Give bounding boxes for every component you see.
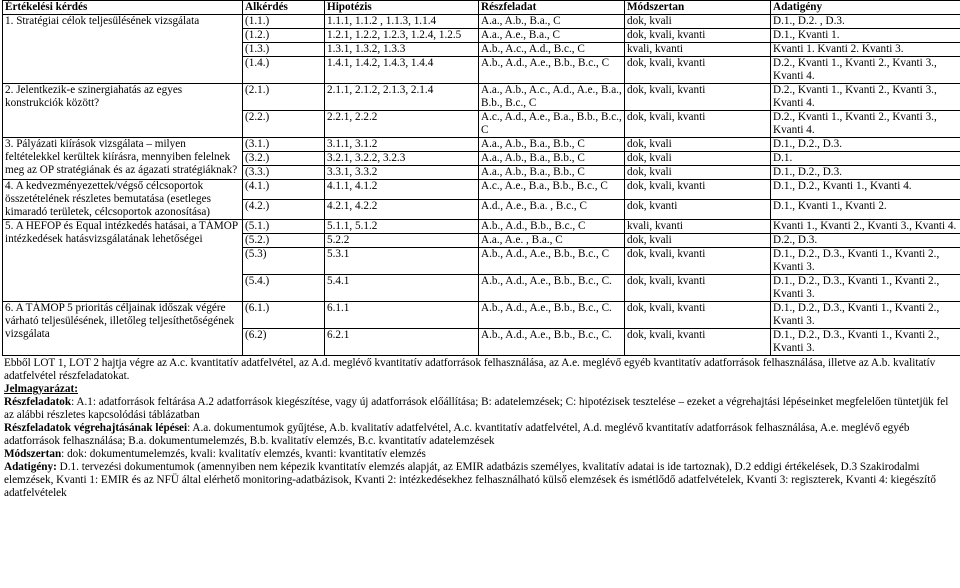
task-cell: A.a., A.b., B.a., B.b., C [479, 166, 625, 180]
task-cell: A.c., A.e., B.a., B.b., B.c., C [479, 180, 625, 200]
legend-text: : A.1: adatforrások feltárása A.2 adatforrások kiegészítése, vagy új adatforrások előállítása; B: adatelemzések; C: hipotézisek tesztelése – ezeket a végrehajtási lépéseinket megfelelően tüntetjük fel az alábbi részletes kapcsolódási táblázatban [4, 396, 949, 421]
data-need-cell: D.1., D.2., D.3. [771, 138, 960, 152]
data-need-cell: D.2., Kvanti 1., Kvanti 2., Kvanti 3., Kvanti 4. [771, 57, 960, 84]
question-cell: 4. A kedvezményezettek/végső célcsoportok összetételének részletes bemutatása (esetleges kimaradó területek, célcsoportok azonosítása) [3, 180, 243, 220]
hypothesis-cell: 5.4.1 [325, 275, 479, 302]
hypothesis-cell: 3.3.1, 3.3.2 [325, 166, 479, 180]
method-cell: dok, kvali [625, 166, 771, 180]
subquestion-cell: (4.2.) [243, 200, 325, 220]
data-need-cell: D.1. [771, 152, 960, 166]
table-row [3, 302, 960, 329]
hypothesis-cell: 2.2.1, 2.2.2 [325, 111, 479, 138]
data-need-cell: D.1., D.2., D.3. [771, 166, 960, 180]
subquestion-cell: (6.2) [243, 329, 325, 356]
header-modszertan: Módszertan [625, 1, 771, 15]
hypothesis-cell: 1.3.1, 1.3.2, 1.3.3 [325, 43, 479, 57]
header-reszfeladat: Részfeladat [479, 1, 625, 15]
question-cell: 1. Stratégiai célok teljesülésének vizsgálata [3, 15, 243, 84]
header-alkerdes: Alkérdés [243, 1, 325, 15]
method-cell: dok, kvali, kvanti [625, 180, 771, 200]
data-need-cell: Kvanti 1. Kvanti 2. Kvanti 3. [771, 43, 960, 57]
method-cell: dok, kvali, kvanti [625, 111, 771, 138]
header-adatigeny: Adatigény [771, 1, 960, 15]
data-need-cell: D.1., Kvanti 1., Kvanti 2. [771, 200, 960, 220]
legend-label: Adatigény: [4, 461, 57, 473]
method-cell: dok, kvali [625, 234, 771, 248]
hypothesis-cell: 1.4.1, 1.4.2, 1.4.3, 1.4.4 [325, 57, 479, 84]
data-need-cell: D.1., D.2. , D.3. [771, 15, 960, 29]
subquestion-cell: (5.2.) [243, 234, 325, 248]
hypothesis-cell: 1.1.1, 1.1.2 , 1.1.3, 1.1.4 [325, 15, 479, 29]
subquestion-cell: (1.2.) [243, 29, 325, 43]
hypothesis-cell: 5.3.1 [325, 248, 479, 275]
method-cell: dok, kvali [625, 152, 771, 166]
data-need-cell: D.1., D.2., D.3., Kvanti 1., Kvanti 2., Kvanti 3. [771, 275, 960, 302]
legend-label: Módszertan [4, 448, 62, 460]
question-cell: 2. Jelentkezik-e szinergiahatás az egyes konstrukciók között? [3, 84, 243, 138]
subquestion-cell: (4.1.) [243, 180, 325, 200]
hypothesis-cell: 4.2.1, 4.2.2 [325, 200, 479, 220]
task-cell: A.b., A.d., A.e., B.b., B.c., C. [479, 275, 625, 302]
subquestion-cell: (3.1.) [243, 138, 325, 152]
task-cell: A.b., A.c., A.d., B.c., C [479, 43, 625, 57]
method-cell: kvali, kvanti [625, 220, 771, 234]
question-cell: 3. Pályázati kiírások vizsgálata – milyen feltételekkel kerültek kiírásra, mennyiben felelnek meg az OP stratégiának és az ágazati stratégiáknak? [3, 138, 243, 180]
subquestion-cell: (2.1.) [243, 84, 325, 111]
data-need-cell: D.1., D.2., Kvanti 1., Kvanti 4. [771, 180, 960, 200]
data-need-cell: D.2., D.3. [771, 234, 960, 248]
table-row [3, 15, 960, 29]
task-cell: A.b., A.d., A.e., B.b., B.c., C [479, 248, 625, 275]
hypothesis-cell: 3.2.1, 3.2.2, 3.2.3 [325, 152, 479, 166]
legend-reszfeladatok [4, 396, 956, 422]
legend-modszertan [4, 448, 956, 461]
question-cell: 6. A TÁMOP 5 prioritás céljainak időszak végére várható teljesülésének, illetőleg teljesíthetőségének vizsgálata [3, 302, 243, 356]
method-cell: kvali, kvanti [625, 43, 771, 57]
method-cell: dok, kvali, kvanti [625, 57, 771, 84]
subquestion-cell: (1.3.) [243, 43, 325, 57]
task-cell: A.a., A.b., B.a., C [479, 15, 625, 29]
legend-text: : dok: dokumentumelemzés, kvali: kvalitatív elemzés, kvanti: kvantitatív elemzés [61, 448, 426, 460]
task-cell: A.c., A.d., A.e., B.a., B.b., B.c., C [479, 111, 625, 138]
subquestion-cell: (6.1.) [243, 302, 325, 329]
evaluation-table [2, 0, 960, 356]
data-need-cell: D.1., D.2., D.3., Kvanti 1., Kvanti 2., Kvanti 3. [771, 329, 960, 356]
method-cell: dok, kvali, kvanti [625, 275, 771, 302]
task-cell: A.a., A.b., A.c., A.d., A.e., B.a., B.b., B.c., C [479, 84, 625, 111]
subquestion-cell: (5.1.) [243, 220, 325, 234]
legend-vegrehajtas [4, 422, 956, 448]
data-need-cell: D.1., D.2., D.3., Kvanti 1., Kvanti 2., Kvanti 3. [771, 248, 960, 275]
hypothesis-cell: 6.2.1 [325, 329, 479, 356]
subquestion-cell: (3.2.) [243, 152, 325, 166]
task-cell: A.a., A.b., B.a., B.b., C [479, 152, 625, 166]
task-cell: A.b., A.d., A.e., B.b., B.c., C. [479, 329, 625, 356]
hypothesis-cell: 1.2.1, 1.2.2, 1.2.3, 1.2.4, 1.2.5 [325, 29, 479, 43]
task-cell: A.a., A.e., B.a., C [479, 29, 625, 43]
method-cell: dok, kvali, kvanti [625, 29, 771, 43]
data-need-cell: D.1., Kvanti 1. [771, 29, 960, 43]
task-cell: A.d., A.e., B.a. , B.c., C [479, 200, 625, 220]
data-need-cell: D.2., Kvanti 1., Kvanti 2., Kvanti 3., Kvanti 4. [771, 111, 960, 138]
table-row [3, 138, 960, 152]
data-need-cell: D.2., Kvanti 1., Kvanti 2., Kvanti 3., Kvanti 4. [771, 84, 960, 111]
legend-title: Jelmagyarázat: [4, 383, 78, 395]
legend-label: Részfeladatok [4, 396, 72, 408]
subquestion-cell: (1.1.) [243, 15, 325, 29]
table-row [3, 220, 960, 234]
hypothesis-cell: 6.1.1 [325, 302, 479, 329]
method-cell: dok, kvali, kvanti [625, 329, 771, 356]
table-row [3, 180, 960, 200]
legend-text: D.1. tervezési dokumentumok (amennyiben nem képezik kvantitatív elemzés alapját, az EMIR adatbázis személyes, kvalitatív adatai is ide tartoznak), D.2 eddigi értékelések, D.3 Szakirodalmi elemzések, Kvanti 1: EMIR és az NFÜ által elérhető monitoring-adatbázisok, Kvanti 2: intézkedésekhez felhasználható külső elemzések és ismétlődő adatfelvételek, Kvanti 3: regiszterek, Kvanti 4: kiegészítő adatfelvételek [4, 461, 936, 499]
table-header-row [3, 1, 960, 15]
method-cell: dok, kvali [625, 138, 771, 152]
table-row [3, 84, 960, 111]
lot-note: Ebből LOT 1, LOT 2 hajtja végre az A.c. kvantitatív adatfelvétel, az A.d. meglévő kvantitatív adatforrások felhasználása, az A.e. meglévő egyéb kvantitatív adatforrások felhasználása, illetve az A.b. kvalitatív adatfelvétel részfeladatokat. [4, 357, 936, 382]
task-cell: A.b., A.d., A.e., B.b., B.c., C. [479, 302, 625, 329]
header-ertekelesi-kerdes: Értékelési kérdés [3, 1, 243, 15]
subquestion-cell: (1.4.) [243, 57, 325, 84]
header-hipotezis: Hipotézis [325, 1, 479, 15]
data-need-cell: D.1., D.2., D.3., Kvanti 1., Kvanti 2., Kvanti 3. [771, 302, 960, 329]
hypothesis-cell: 5.2.2 [325, 234, 479, 248]
task-cell: A.a., A.e. , B.a., C [479, 234, 625, 248]
subquestion-cell: (5.3) [243, 248, 325, 275]
legend-text: : A.a. dokumentumok gyűjtése, A.b. kvalitatív adatfelvétel, A.c. kvantitatív adatfelvétel, A.d. meglévő kvantitatív adatforrások felhasználása, A.e. meglévő egyéb adatforrások felhasználása; B.a. dokumentumelemzés, B.b. kvalitatív elemzés, B.c. kvantitatív adatelemzések [4, 422, 910, 447]
task-cell: A.b., A.d., A.e., B.b., B.c., C [479, 57, 625, 84]
hypothesis-cell: 3.1.1, 3.1.2 [325, 138, 479, 152]
subquestion-cell: (2.2.) [243, 111, 325, 138]
subquestion-cell: (3.3.) [243, 166, 325, 180]
method-cell: dok, kvali [625, 15, 771, 29]
legend-adatigeny [4, 461, 956, 500]
hypothesis-cell: 5.1.1, 5.1.2 [325, 220, 479, 234]
method-cell: dok, kvanti [625, 200, 771, 220]
subquestion-cell: (5.4.) [243, 275, 325, 302]
method-cell: dok, kvali, kvanti [625, 302, 771, 329]
task-cell: A.a., A.b., B.a., B.b., C [479, 138, 625, 152]
method-cell: dok, kvali, kvanti [625, 248, 771, 275]
question-cell: 5. A HEFOP és Equal intézkedés hatásai, a TÁMOP intézkedések hatásvizsgálatának lehetőségei [3, 220, 243, 302]
notes-section [2, 357, 958, 500]
legend-label: Részfeladatok végrehajtásának lépései [4, 422, 188, 434]
hypothesis-cell: 2.1.1, 2.1.2, 2.1.3, 2.1.4 [325, 84, 479, 111]
task-cell: A.b., A.d., B.b., B.c., C [479, 220, 625, 234]
method-cell: dok, kvali, kvanti [625, 84, 771, 111]
hypothesis-cell: 4.1.1, 4.1.2 [325, 180, 479, 200]
data-need-cell: Kvanti 1., Kvanti 2., Kvanti 3., Kvanti 4. [771, 220, 960, 234]
